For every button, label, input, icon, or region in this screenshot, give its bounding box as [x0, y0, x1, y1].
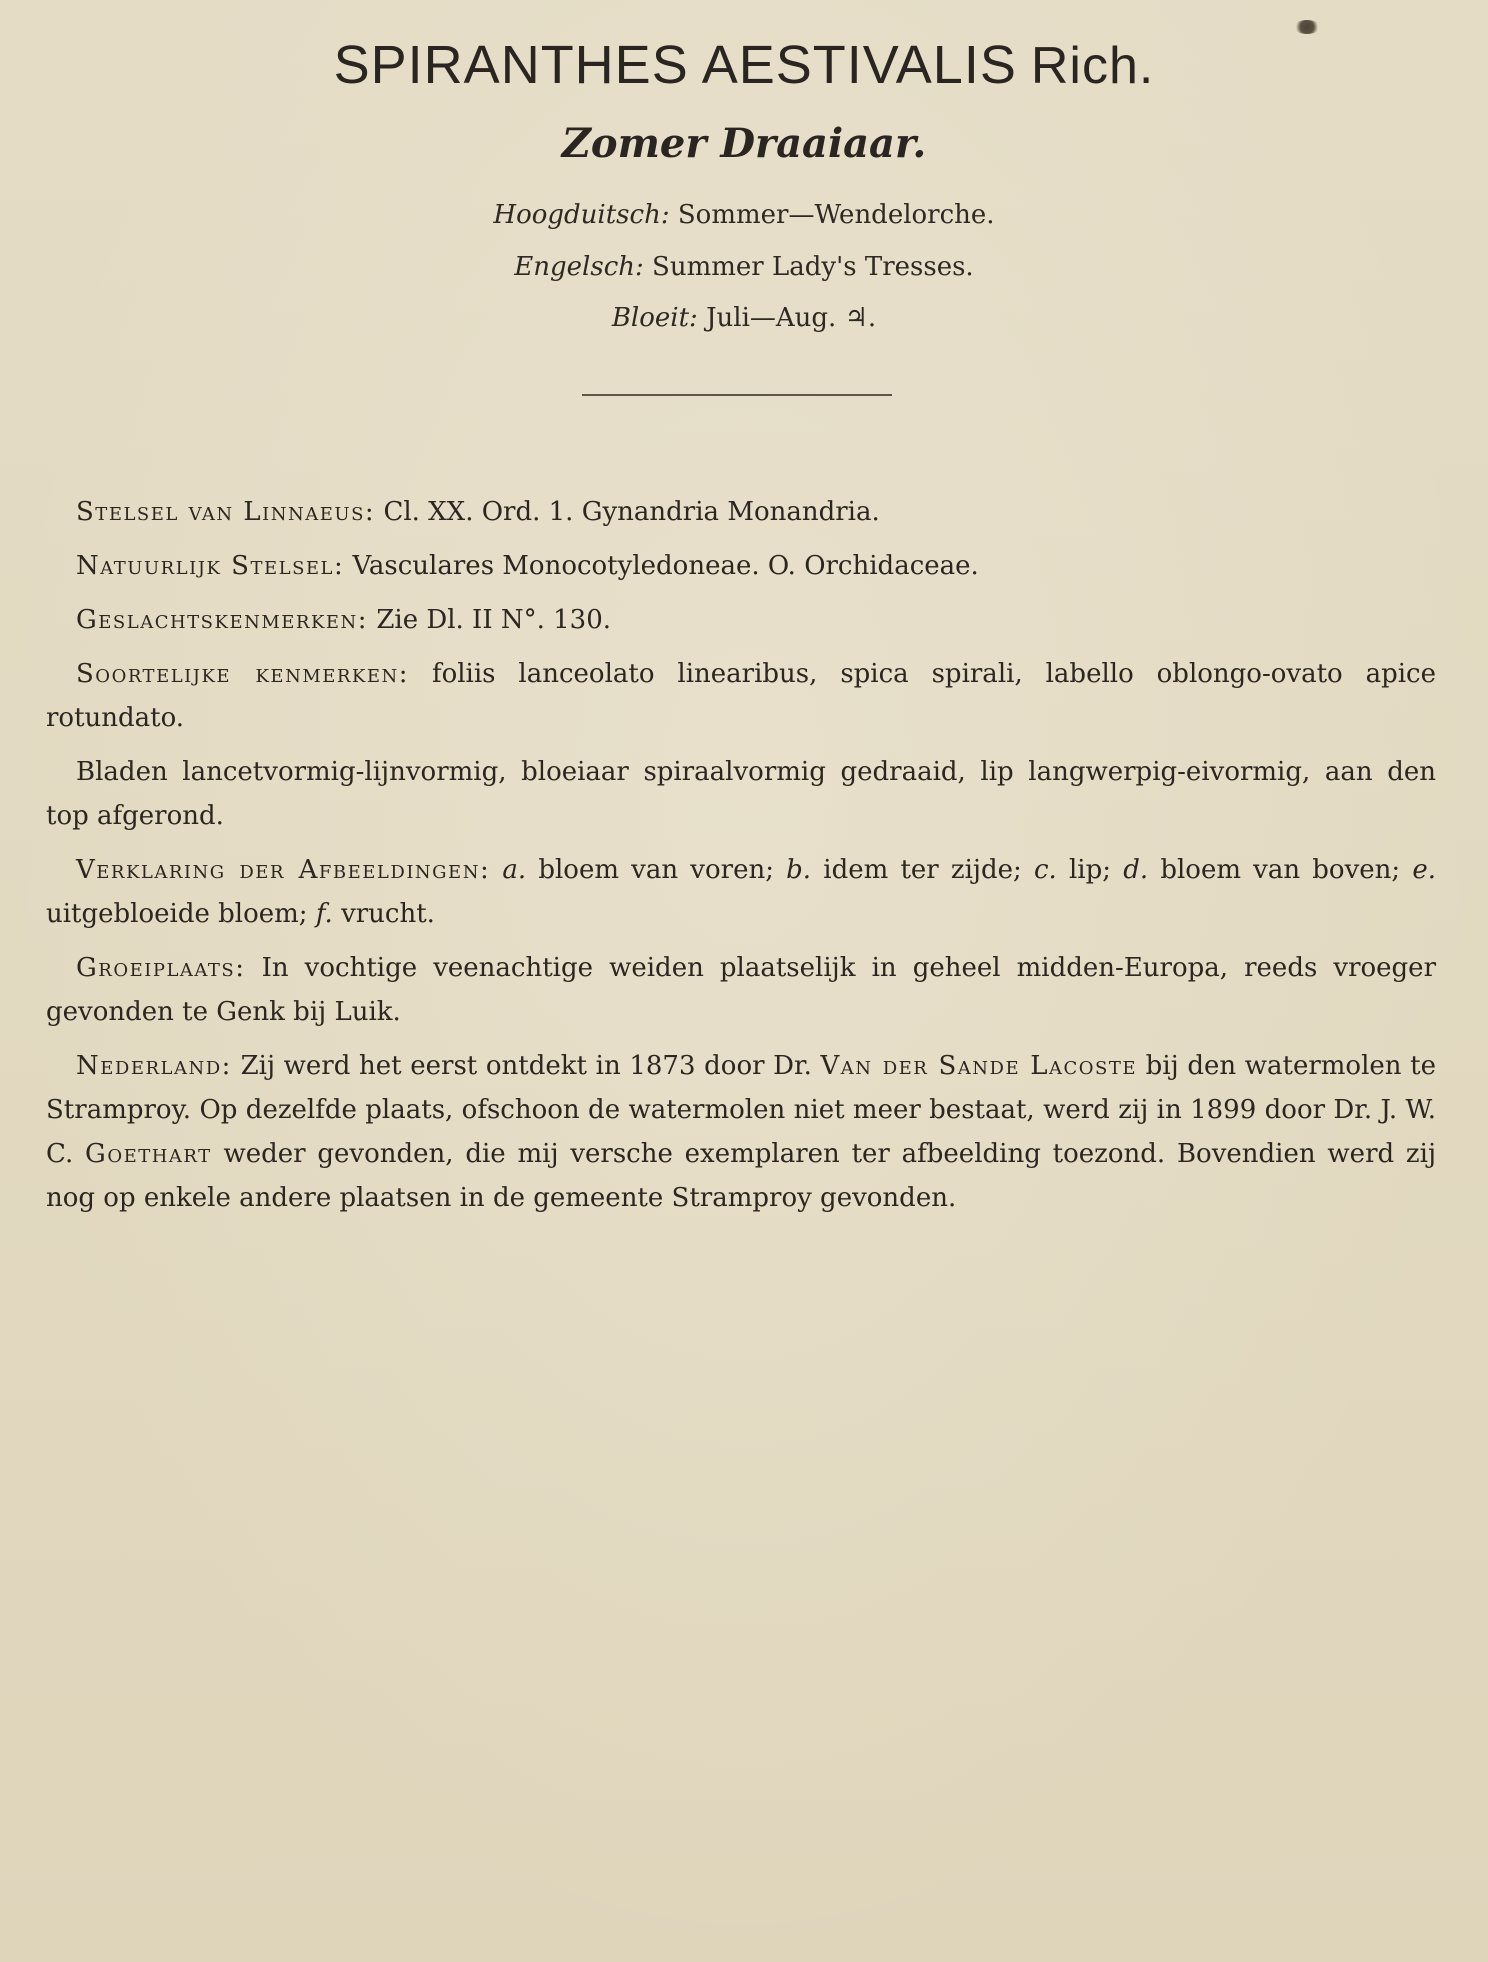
name-label: Bloeit: [611, 303, 698, 333]
page-title [0, 34, 1488, 96]
section-text: Cl. XX. Ord. 1. Gynandria Monandria. [383, 497, 880, 527]
name-value: Juli—Aug. ♃. [706, 303, 877, 333]
paragraph-genus-characters [46, 598, 1436, 642]
section-label: Soortelijke kenmerken: [76, 659, 410, 689]
figure-letter: c. [1033, 855, 1057, 885]
section-text: Vasculares Monocotyledoneae. O. Orchidaceae. [352, 551, 979, 581]
paragraph-figure-legend [46, 848, 1436, 936]
section-text: Bladen lancetvormig-lijnvormig, bloeiaar spiraalvormig gedraaid, lip langwerpig-eivormig, aan den top afgerond. [46, 757, 1436, 831]
paragraph-species-characters [46, 652, 1436, 740]
section-text: weder gevonden, die mij versche exemplaren ter afbeelding toezond. Bovendien werd zij nog op enkele andere plaatsen in de gemeente Stramproy gevonden. [46, 1139, 1437, 1213]
figure-text: uitgebloeide bloem; [46, 899, 308, 929]
species-name: SPIRANTHES AESTIVALIS [333, 35, 1017, 95]
name-line-flowering [0, 303, 1488, 333]
common-name: Zomer Draaiaar. [561, 120, 927, 167]
paragraph-leaves [46, 750, 1436, 838]
figure-text: bloem van boven; [1160, 855, 1401, 885]
name-value: Sommer—Wendelorche. [677, 200, 995, 230]
section-label: Stelsel van Linnaeus: [76, 497, 376, 527]
figure-letter: f. [315, 899, 333, 929]
description-body [46, 490, 1436, 1230]
figure-text: bloem van voren; [538, 855, 774, 885]
section-text: Zie Dl. II N°. 130. [376, 605, 612, 635]
figure-text: lip; [1068, 855, 1112, 885]
section-label: Groeiplaats: [76, 953, 246, 983]
ink-spot [1294, 20, 1320, 34]
figure-text: idem ter zijde; [823, 855, 1022, 885]
section-text: Zij werd het eerst ontdekt in 1873 door Dr. [240, 1051, 812, 1081]
person-name: Goethart [85, 1139, 212, 1169]
name-label: Engelsch: [514, 252, 644, 282]
figure-letter: e. [1412, 855, 1437, 885]
name-line-german [0, 200, 1488, 230]
section-label: Nederland: [76, 1051, 232, 1081]
paragraph-habitat [46, 946, 1436, 1034]
paragraph-linnaeus [46, 490, 1436, 534]
divider-rule [582, 394, 892, 396]
paragraph-natural-system [46, 544, 1436, 588]
section-text: foliis lanceolato linearibus, spica spirali, labello oblongo-ovato apice rotundato. [46, 659, 1436, 733]
person-name: Van der Sande Lacoste [820, 1051, 1138, 1081]
paragraph-netherlands [46, 1044, 1436, 1220]
figure-letter: b. [786, 855, 812, 885]
figure-letter: d. [1123, 855, 1149, 885]
section-text: In vochtige veenachtige weiden plaatselijk in geheel midden-Europa, reeds vroeger gevonden te Genk bij Luik. [46, 953, 1436, 1027]
species-author: Rich. [1030, 37, 1155, 95]
section-label: Natuurlijk Stelsel: [76, 551, 345, 581]
figure-text: vrucht. [341, 899, 435, 929]
name-value: Summer Lady's Tresses. [652, 252, 974, 282]
name-line-english [0, 252, 1488, 282]
name-label: Hoogduitsch: [493, 200, 670, 230]
figure-letter: a. [502, 855, 527, 885]
section-text: bij den watermolen te Stramproy. Op dezelfde plaats, ofschoon de watermolen niet meer bestaat, werd zij in 1899 door Dr. J. W. C. [46, 1051, 1437, 1169]
section-label: Geslachtskenmerken: [76, 605, 369, 635]
section-label: Verklaring der Afbeeldingen: [76, 855, 491, 885]
